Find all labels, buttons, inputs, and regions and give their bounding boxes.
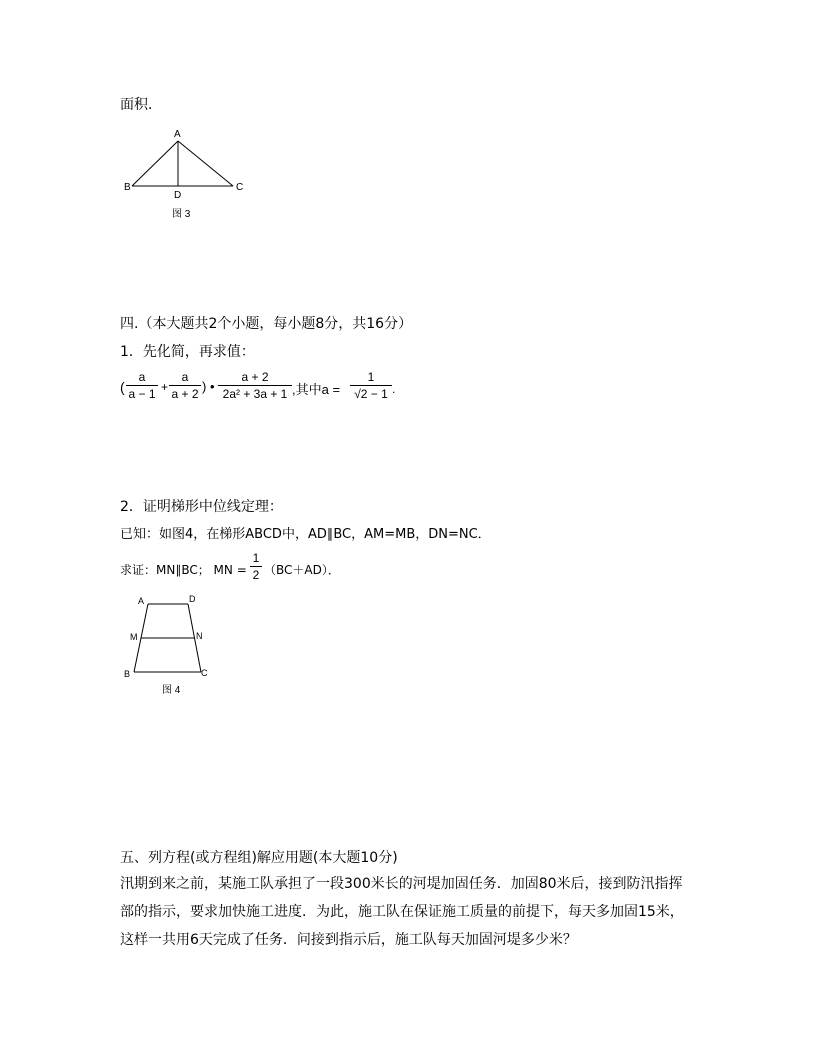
- figure-3-caption: 图 3: [172, 209, 191, 220]
- problem-line-1: 汛期到来之前，某施工队承担了一段300米长的河堤加固任务．加固80米后，接到防汛指挥: [120, 876, 683, 892]
- problem-line-2: 部的指示，要求加快施工进度．为此，施工队在保证施工质量的前提下，每天多加固15米，: [120, 904, 684, 920]
- figure-4-trapezoid: [118, 592, 218, 702]
- question-2-given: 已知：如图4，在梯形ABCD中，AD∥BC，AM=MB，DN=NC．: [120, 527, 491, 542]
- expression-end: .: [392, 382, 396, 396]
- fraction-4-numerator: 1: [367, 370, 375, 384]
- label-m: M: [130, 632, 138, 642]
- label-a: A: [174, 129, 181, 140]
- question-1-label: 1．先化简，再求值：: [120, 344, 255, 360]
- top-text: 面积．: [120, 97, 162, 113]
- fraction-2-numerator: a: [181, 370, 189, 384]
- fraction-2-denominator: a + 2: [171, 387, 199, 401]
- fraction-1: [126, 370, 158, 401]
- close-paren-dot: ) •: [202, 379, 215, 394]
- half-numerator: 1: [252, 551, 260, 565]
- section-5-heading: 五、列方程(或方程组)解应用题(本大题10分): [120, 850, 398, 866]
- question-2-label: 2．证明梯形中位线定理：: [120, 499, 283, 515]
- where-text: ,其中a =: [292, 382, 341, 397]
- fraction-1-denominator: a − 1: [128, 387, 156, 401]
- problem-line-3: 这样一共用6天完成了任务．问接到指示后，施工队每天加固河堤多少米？: [120, 932, 577, 948]
- plus-sign: +: [161, 380, 169, 394]
- fraction-3-denominator: 2a² + 3a + 1: [222, 387, 288, 401]
- fraction-3: [218, 370, 292, 401]
- label-c: C: [201, 668, 208, 678]
- fraction-1-numerator: a: [138, 370, 146, 384]
- label-b: B: [124, 669, 131, 679]
- label-n: N: [196, 631, 203, 641]
- half-denominator: 2: [252, 568, 260, 582]
- open-paren: (: [120, 379, 125, 395]
- half-fraction: [250, 551, 262, 582]
- label-d: D: [189, 594, 196, 604]
- label-b: B: [124, 182, 131, 193]
- fraction-2: [169, 370, 201, 401]
- label-d: D: [174, 190, 182, 201]
- label-a: A: [138, 596, 145, 606]
- prove-suffix: （BC＋AD）．: [264, 563, 340, 577]
- section-4-heading: 四.（本大题共2个小题，每小题8分，共16分）: [120, 316, 413, 332]
- fraction-4-denominator: √2 − 1: [354, 387, 388, 401]
- prove-prefix: 求证：MN∥BC； MN =: [120, 563, 247, 577]
- label-c: C: [236, 182, 244, 193]
- fraction-4: [350, 370, 392, 401]
- figure-3-triangle: [120, 126, 260, 221]
- fraction-3-numerator: a + 2: [241, 370, 269, 384]
- figure-4-caption: 图 4: [162, 685, 181, 696]
